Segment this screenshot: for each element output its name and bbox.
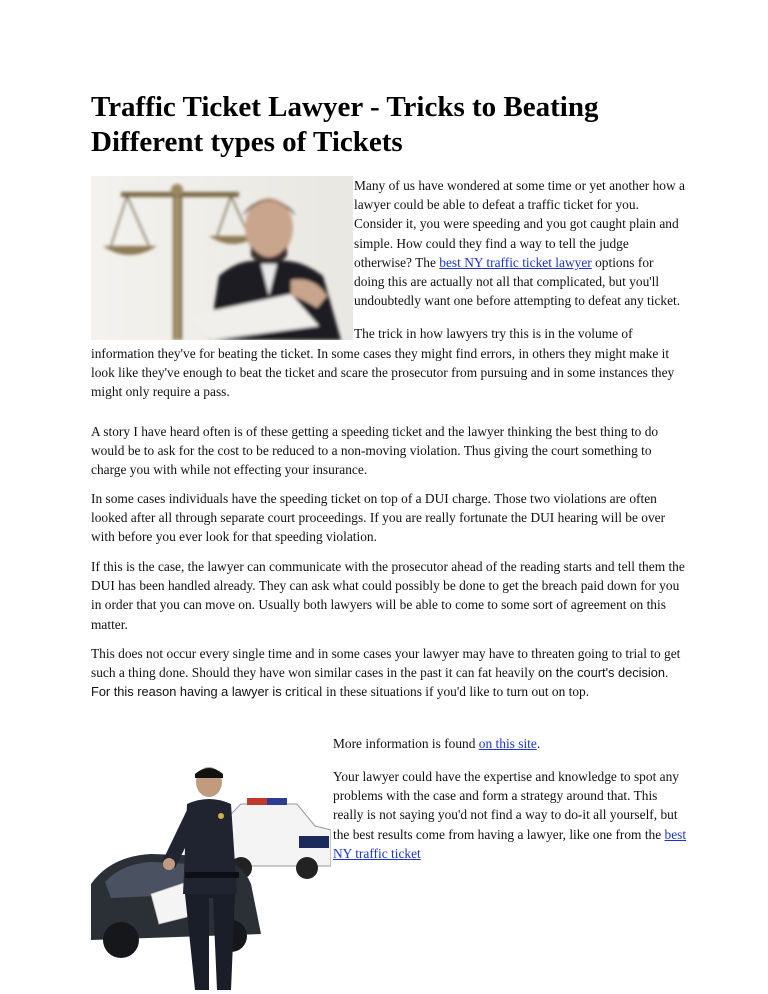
lawyer-scales-image xyxy=(91,176,353,340)
this-site-link[interactable]: on this site xyxy=(478,736,537,751)
paragraph-3: A story I have heard often is of these getting a speeding ticket and the lawyer thinking the best thing to do would be to ask for the cost to be reduced to a non-moving violation. Thus giving the court something to charge you with while not effecting your insurance. xyxy=(91,424,659,478)
paragraph-1: Many of us have wondered at some time or yet another how a lawyer could be able to defeat a traffic ticket for you. Consider it, you were speeding and you got caught plain and simple. How could they find a way to tell the judge otherwise? The best NY traffic ticket lawyer options for doing this are actually not all that complicated, but you'll undoubtedly want one before attempting to defeat any ticket. xyxy=(354,178,685,309)
paragraph-7: More information is found on this site. xyxy=(333,736,541,751)
police-traffic-stop-image xyxy=(91,764,331,990)
paragraph-4: In some cases individuals have the speeding ticket on top of a DUI charge. Those two violations are often looked after all through separate court proceedings. If you are really fortunate the DUI hearing will be over with before you ever look for that speeding violation. xyxy=(91,491,666,545)
article-title: Traffic Ticket Lawyer - Tricks to Beating Different types of Tickets xyxy=(91,91,599,158)
best-ny-traffic-ticket-lawyer-link[interactable]: best NY traffic ticket lawyer xyxy=(439,254,592,270)
paragraph-8: Your lawyer could have the expertise and knowledge to spot any problems with the case and form a strategy around that. This really is not saying you'd not find a way to do-it all yourself, but the best results come from having a lawyer, like one from the best NY traffic ticket xyxy=(333,769,687,861)
intro-block xyxy=(91,176,687,415)
best-ny-traffic-ticket-link[interactable]: best NY traffic ticket xyxy=(333,826,687,861)
paragraph-2: The trick in how lawyers try this is in the volume of information they've for beating the ticket. In some cases they might find errors, in others they might make it look like they've enough to beat the ticket and scare the prosecutor from pursuing and in some instances they might only require a pass. xyxy=(91,326,675,400)
paragraph-5: If this is the case, the lawyer can communicate with the prosecutor ahead of the reading starts and tell them the DUI has been handled already. They can ask what could possibly be done to get the breach paid down for you in order that you can move on. Usually both lawyers will be able to come to some sort of agreement on this matter. xyxy=(91,559,685,632)
paragraph-6: This does not occur every single time and in some cases your lawyer may have to threaten going to trial to get such a thing done. Should they have won similar cases in the past it can fat heavily on the court's decision. For this reason having a lawyer is critical in these situations if you'd like to turn out on top. xyxy=(91,646,681,700)
